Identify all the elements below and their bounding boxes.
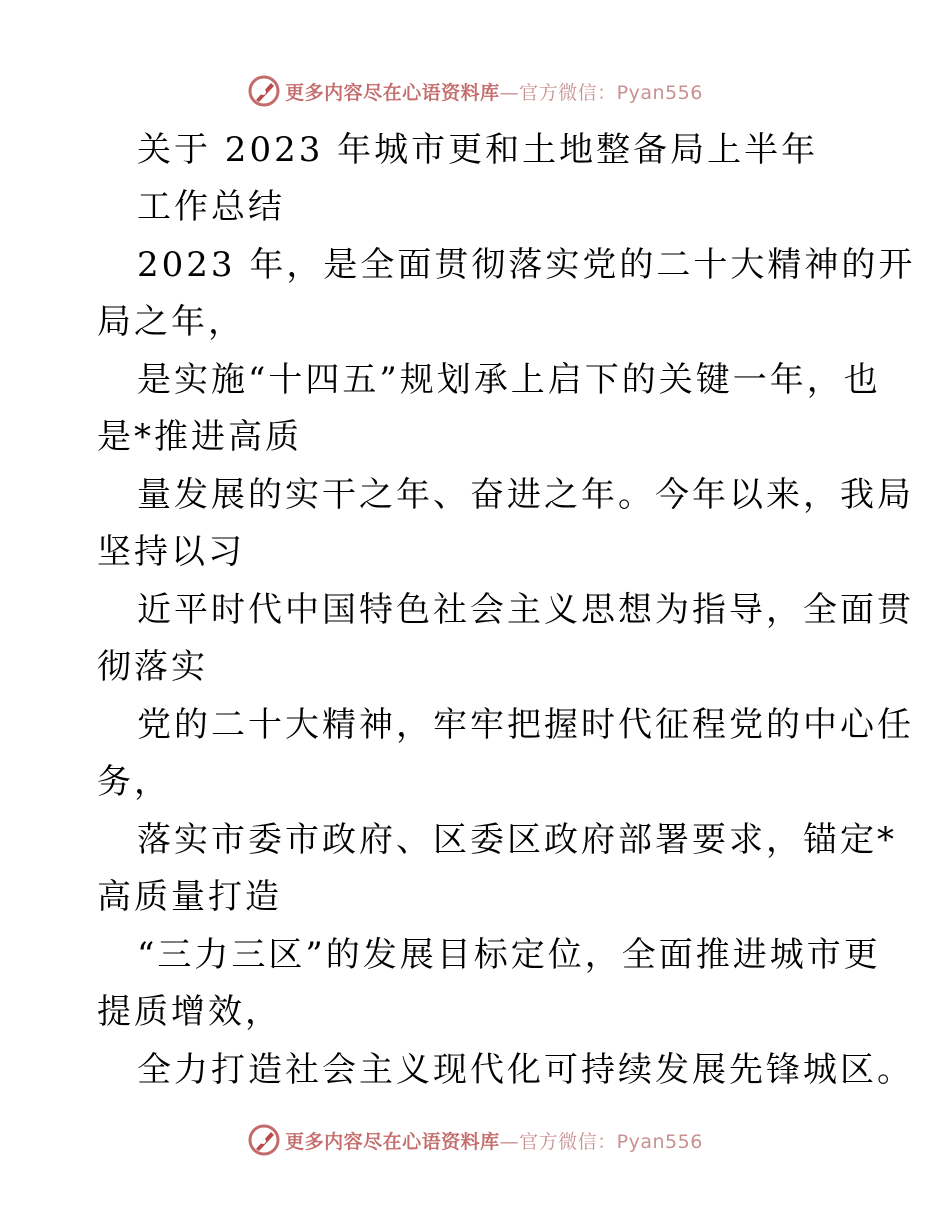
watermark-brand: 更多内容尽在心语资料库: [285, 81, 500, 104]
watermark-text: [285, 1127, 703, 1154]
title-line-2: 工作总结: [137, 187, 285, 227]
watermark-text: [285, 78, 703, 105]
paragraph-line: 是实施“十四五”规划承上启下的关键一年，也: [137, 360, 881, 400]
paragraph-line: 落实市委市政府、区委区政府部署要求，锚定*: [137, 820, 897, 860]
paragraph-line: 局之年，: [97, 302, 245, 342]
watermark-suffix: —官方微信：Pyan556: [499, 81, 703, 104]
title-line-1: 关于 2023 年城市更和土地整备局上半年: [137, 130, 819, 170]
paragraph-line: 全力打造社会主义现代化可持续发展先锋城区。: [137, 1050, 914, 1090]
paragraph-line: 是*推进高质: [97, 417, 302, 457]
header-watermark: [0, 71, 950, 111]
paragraph-line: 务，: [97, 762, 171, 802]
watermark-brand: 更多内容尽在心语资料库: [285, 1130, 500, 1153]
footer-watermark: [0, 1120, 950, 1160]
quill-logo-icon: [247, 1123, 281, 1157]
paragraph-line: 彻落实: [97, 647, 208, 687]
paragraph-line: 近平时代中国特色社会主义思想为指导，全面贯: [137, 590, 914, 630]
paragraph-line: 量发展的实干之年、奋进之年。今年以来，我局: [137, 475, 914, 515]
quill-logo-icon: [247, 74, 281, 108]
paragraph-line: 高质量打造: [97, 877, 282, 917]
paragraph-line: 2023 年，是全面贯彻落实党的二十大精神的开: [137, 245, 916, 285]
paragraph-line: 党的二十大精神，牢牢把握时代征程党的中心任: [137, 705, 914, 745]
paragraph-line: 提质增效，: [97, 992, 282, 1032]
paragraph-line: 坚持以习: [97, 532, 245, 572]
watermark-suffix: —官方微信：Pyan556: [499, 1130, 703, 1153]
paragraph-line: “三力三区”的发展目标定位，全面推进城市更: [137, 935, 881, 975]
